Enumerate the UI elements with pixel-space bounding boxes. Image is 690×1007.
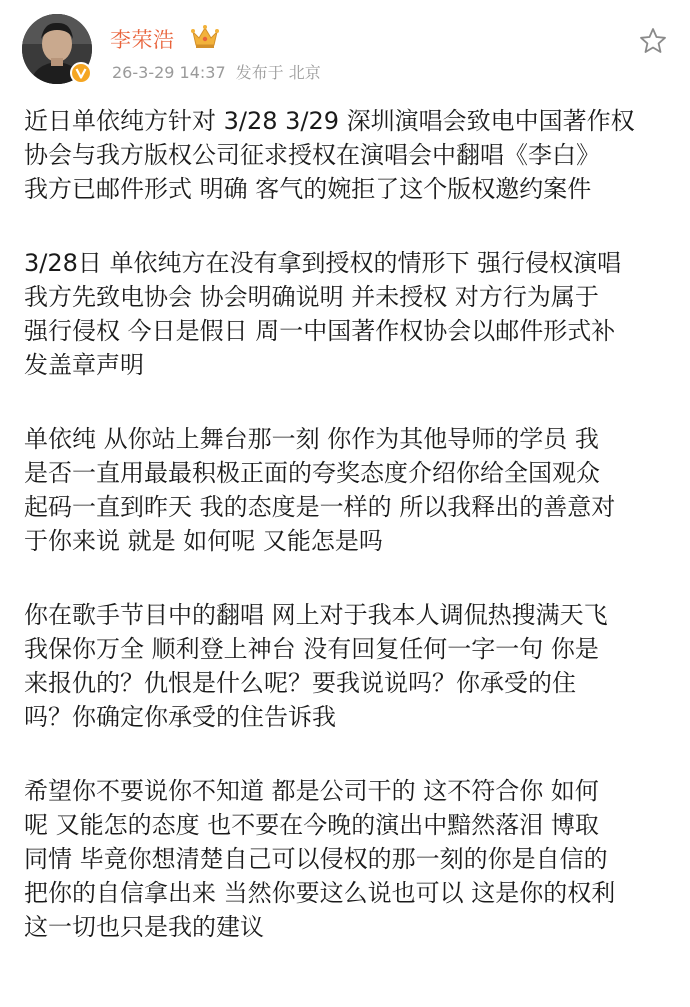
text-line: 同情 毕竟你想清楚自己可以侵权的那一刻的你是自信的 xyxy=(24,845,608,873)
post-paragraph xyxy=(24,598,674,734)
text-line: 来报仇的？仇恨是什么呢？要我说说吗？你承受的住 xyxy=(24,669,576,697)
verified-v-icon xyxy=(70,62,92,84)
text-line: 协会与我方版权公司征求授权在演唱会中翻唱《李白》 xyxy=(24,141,600,169)
post-meta xyxy=(112,60,321,83)
text-line: 我保你万全 顺利登上神台 没有回复任何一字一句 你是 xyxy=(24,635,599,663)
user-name[interactable]: 李荣浩 xyxy=(110,28,175,52)
post-timestamp: 26-3-29 14:37 xyxy=(112,63,226,82)
text-line: 起码一直到昨天 我的态度是一样的 所以我释出的善意对 xyxy=(24,493,616,521)
post-paragraph xyxy=(24,104,674,206)
text-line: 吗？你确定你承受的住告诉我 xyxy=(24,703,336,731)
text-line: 是否一直用最最积极正面的夸奖态度介绍你给全国观众 xyxy=(24,459,600,487)
star-outline-icon[interactable] xyxy=(638,26,668,56)
post-paragraph xyxy=(24,422,674,558)
text-line: 于你来说 就是 如何呢 又能怎是吗 xyxy=(24,527,383,555)
text-line: 单依纯 从你站上舞台那一刻 你作为其他导师的学员 我 xyxy=(24,425,599,453)
post-header xyxy=(0,0,690,92)
text-line: 把你的自信拿出来 当然你要这么说也可以 这是你的权利 xyxy=(24,879,616,907)
post-body xyxy=(24,104,674,984)
text-line: 呢 又能怎的态度 也不要在今晚的演出中黯然落泪 博取 xyxy=(24,811,599,839)
post-location: 发布于 北京 xyxy=(235,63,321,82)
text-line: 发盖章声明 xyxy=(24,351,144,379)
text-line: 强行侵权 今日是假日 周一中国著作权协会以邮件形式补 xyxy=(24,317,616,345)
text-line: 希望你不要说你不知道 都是公司干的 这不符合你 如何 xyxy=(24,777,599,805)
text-line: 我方先致电协会 协会明确说明 并未授权 对方行为属于 xyxy=(24,283,599,311)
post-paragraph xyxy=(24,246,674,382)
text-line: 3/28日 单依纯方在没有拿到授权的情形下 强行侵权演唱 xyxy=(24,249,622,277)
text-line: 这一切也只是我的建议 xyxy=(24,913,264,941)
text-line: 我方已邮件形式 明确 客气的婉拒了这个版权邀约案件 xyxy=(24,175,592,203)
text-line: 你在歌手节目中的翻唱 网上对于我本人调侃热搜满天飞 xyxy=(24,601,608,629)
crown-icon xyxy=(190,24,220,50)
post-paragraph xyxy=(24,774,674,944)
text-line: 近日单依纯方针对 3/28 3/29 深圳演唱会致电中国著作权 xyxy=(24,107,635,135)
